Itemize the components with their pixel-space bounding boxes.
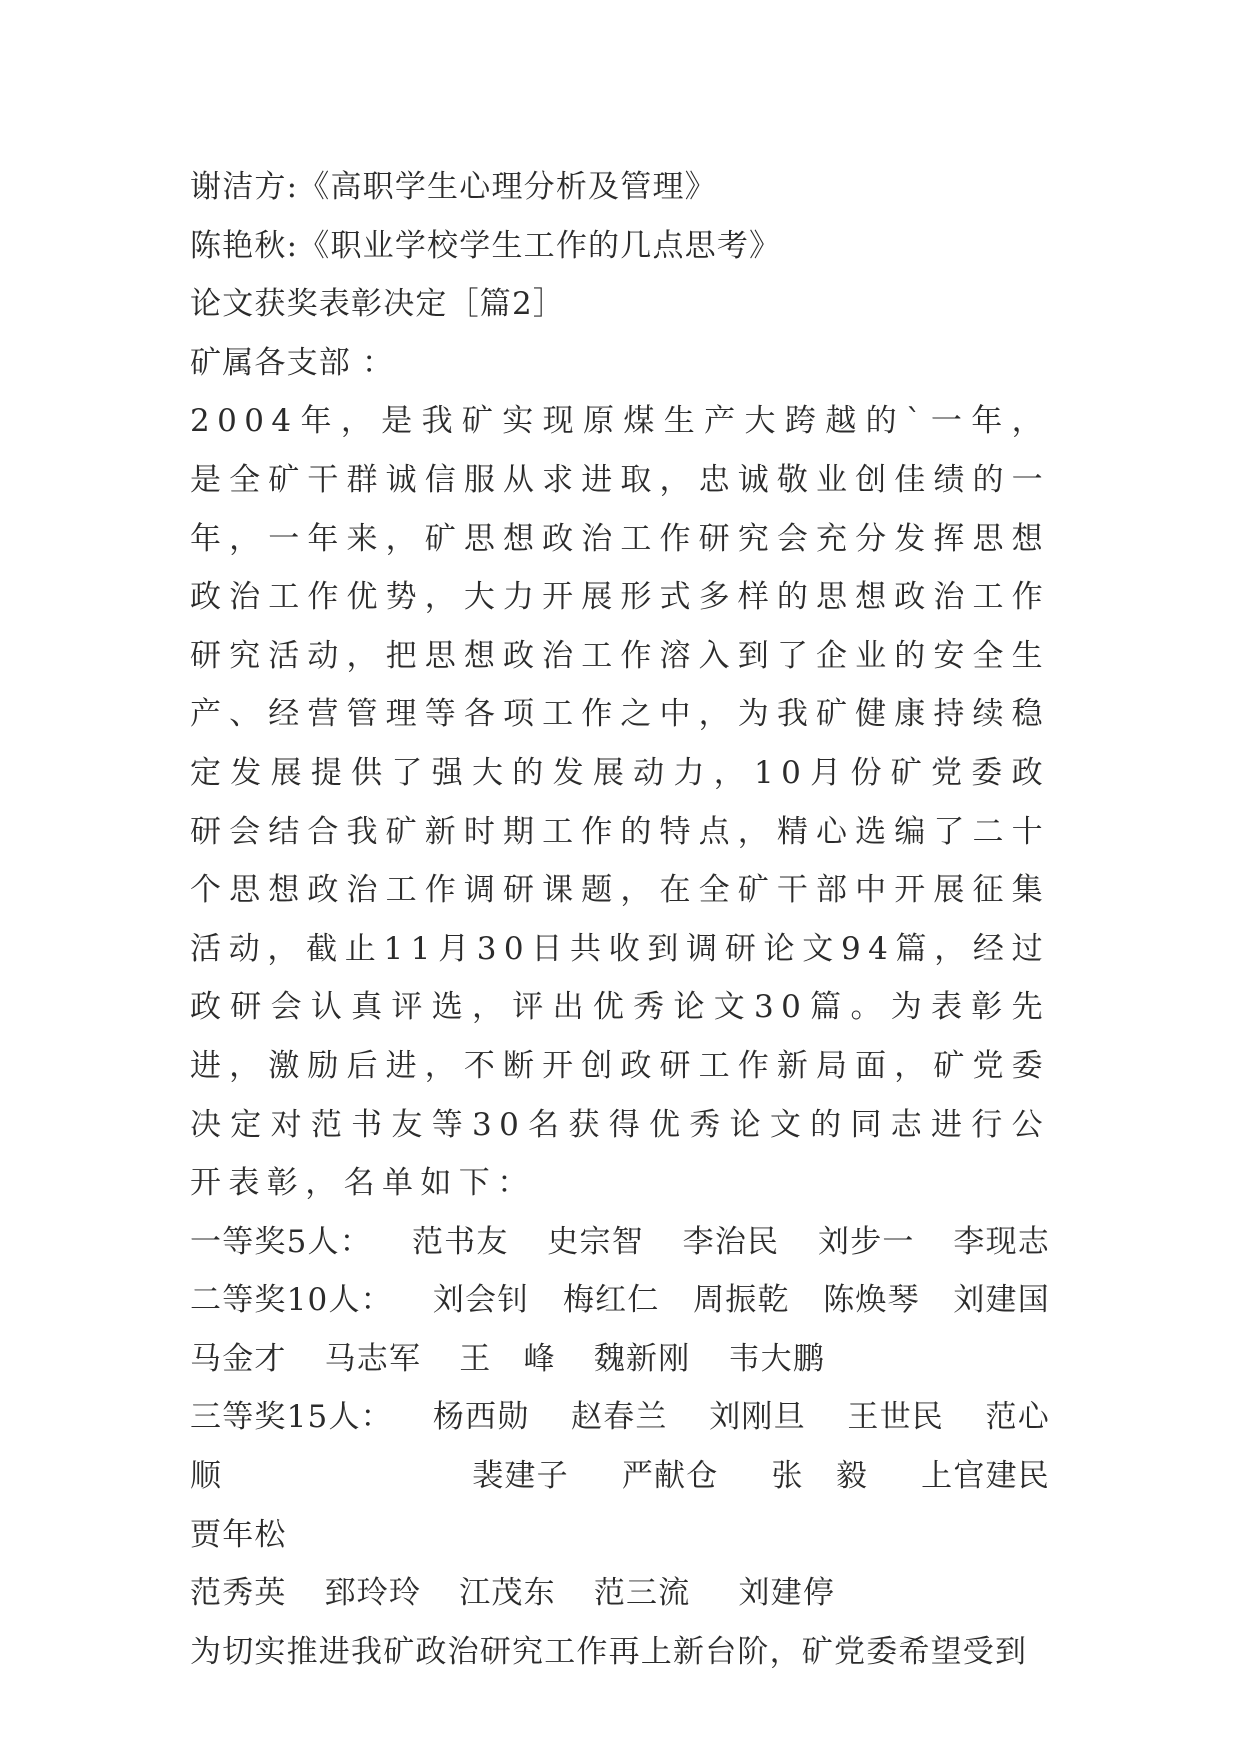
winner-name: 范心 (985, 1399, 1050, 1436)
winner-name: 刘会钊 (432, 1282, 530, 1319)
salutation: 矿属各支部 ： (190, 344, 395, 381)
winner-name: 李治民 (682, 1223, 780, 1260)
winner-name: 上官建民 (921, 1458, 1050, 1495)
winner-name: 魏新刚 (593, 1340, 691, 1377)
third-prize-row-3 (190, 1506, 1050, 1565)
winner-name: 张 毅 (771, 1458, 869, 1495)
winner-name: 陈焕琴 (823, 1282, 920, 1319)
winner-name: 范秀英 (190, 1575, 287, 1612)
winner-name: 范三流 (593, 1575, 691, 1612)
third-prize-names (433, 1388, 1050, 1447)
title-line-2: 陈艳秋:《职业学校学生工作的几点思考》 (190, 227, 782, 264)
second-prize-names (433, 1271, 1050, 1330)
winner-name: 江茂东 (459, 1575, 556, 1612)
third-prize-row-4 (190, 1564, 1050, 1623)
third-prize-names-2 (472, 1447, 1050, 1506)
first-prize-names (412, 1213, 1050, 1272)
first-prize-label: 一等奖5人： (190, 1223, 372, 1260)
third-prize-row (190, 1388, 1050, 1447)
winner-name: 刘刚旦 (709, 1399, 806, 1436)
winner-name: 郅玲玲 (324, 1575, 422, 1612)
winner-name: 韦大鹏 (728, 1340, 826, 1377)
winner-name-fragment: 顺 (190, 1458, 223, 1495)
second-prize-label: 二等奖10人： (190, 1282, 393, 1319)
second-prize-row (190, 1271, 1050, 1330)
third-prize-label: 三等奖15人： (190, 1399, 393, 1436)
title-line-1: 谢洁方:《高职学生心理分析及管理》 (190, 169, 717, 205)
winner-name: 严献仓 (621, 1458, 719, 1495)
section-heading: 论文获奖表彰决定［篇2］ (190, 286, 566, 323)
winner-name: 范书友 (411, 1223, 509, 1260)
winner-name: 王世民 (847, 1399, 944, 1436)
winner-name: 裴建子 (472, 1458, 569, 1495)
winner-name: 赵春兰 (571, 1399, 668, 1436)
document-page (190, 158, 1050, 1681)
winner-name: 王 峰 (459, 1340, 556, 1377)
winner-name: 马志军 (324, 1340, 422, 1377)
winner-name: 周振乾 (693, 1282, 790, 1319)
winner-name: 李现志 (953, 1223, 1050, 1260)
first-prize-row (190, 1213, 1050, 1272)
winner-name: 杨西勋 (432, 1399, 530, 1436)
closing-line: 为切实推进我矿政治研究工作再上新台阶，矿党委希望受到 (190, 1633, 1028, 1670)
winner-name: 梅红仁 (562, 1282, 660, 1319)
second-prize-row-2 (190, 1330, 1050, 1389)
body-paragraph: 2004年，是我矿实现原煤生产大跨越的`一年，是全矿干群诚信服从求进取，忠诚敬业创佳绩的一年，一年来，矿思想政治工作研究会充分发挥思想政治工作优势，大力开展形式多样的思想政治工作研究活动，把思想政治工作溶入到了企业的安全生产、经营管理等各项工作之中，为我矿健康持续稳定发展提供了强大的发展动力，10月份矿党委政研会结合我矿新时期工作的特点，精心选编了二十个思想政治工作调研课题，在全矿干部中开展征集活动，截止11月30日共收到调研论文94篇，经过政研会认真评选，评出优秀论文30篇。为表彰先进，激励后进，不断开创政研工作新局面，矿党委决定对范书友等30名获得优秀论文的同志进行公开表彰，名单如下： (190, 403, 1050, 1202)
winner-name: 刘建停 (738, 1575, 836, 1612)
winner-name: 刘步一 (818, 1223, 915, 1260)
winner-name: 史宗智 (547, 1223, 644, 1260)
winner-name: 马金才 (190, 1340, 287, 1377)
winner-name: 刘建国 (953, 1282, 1050, 1319)
third-prize-row-2 (190, 1447, 1050, 1506)
winner-name: 贾年松 (190, 1516, 287, 1553)
